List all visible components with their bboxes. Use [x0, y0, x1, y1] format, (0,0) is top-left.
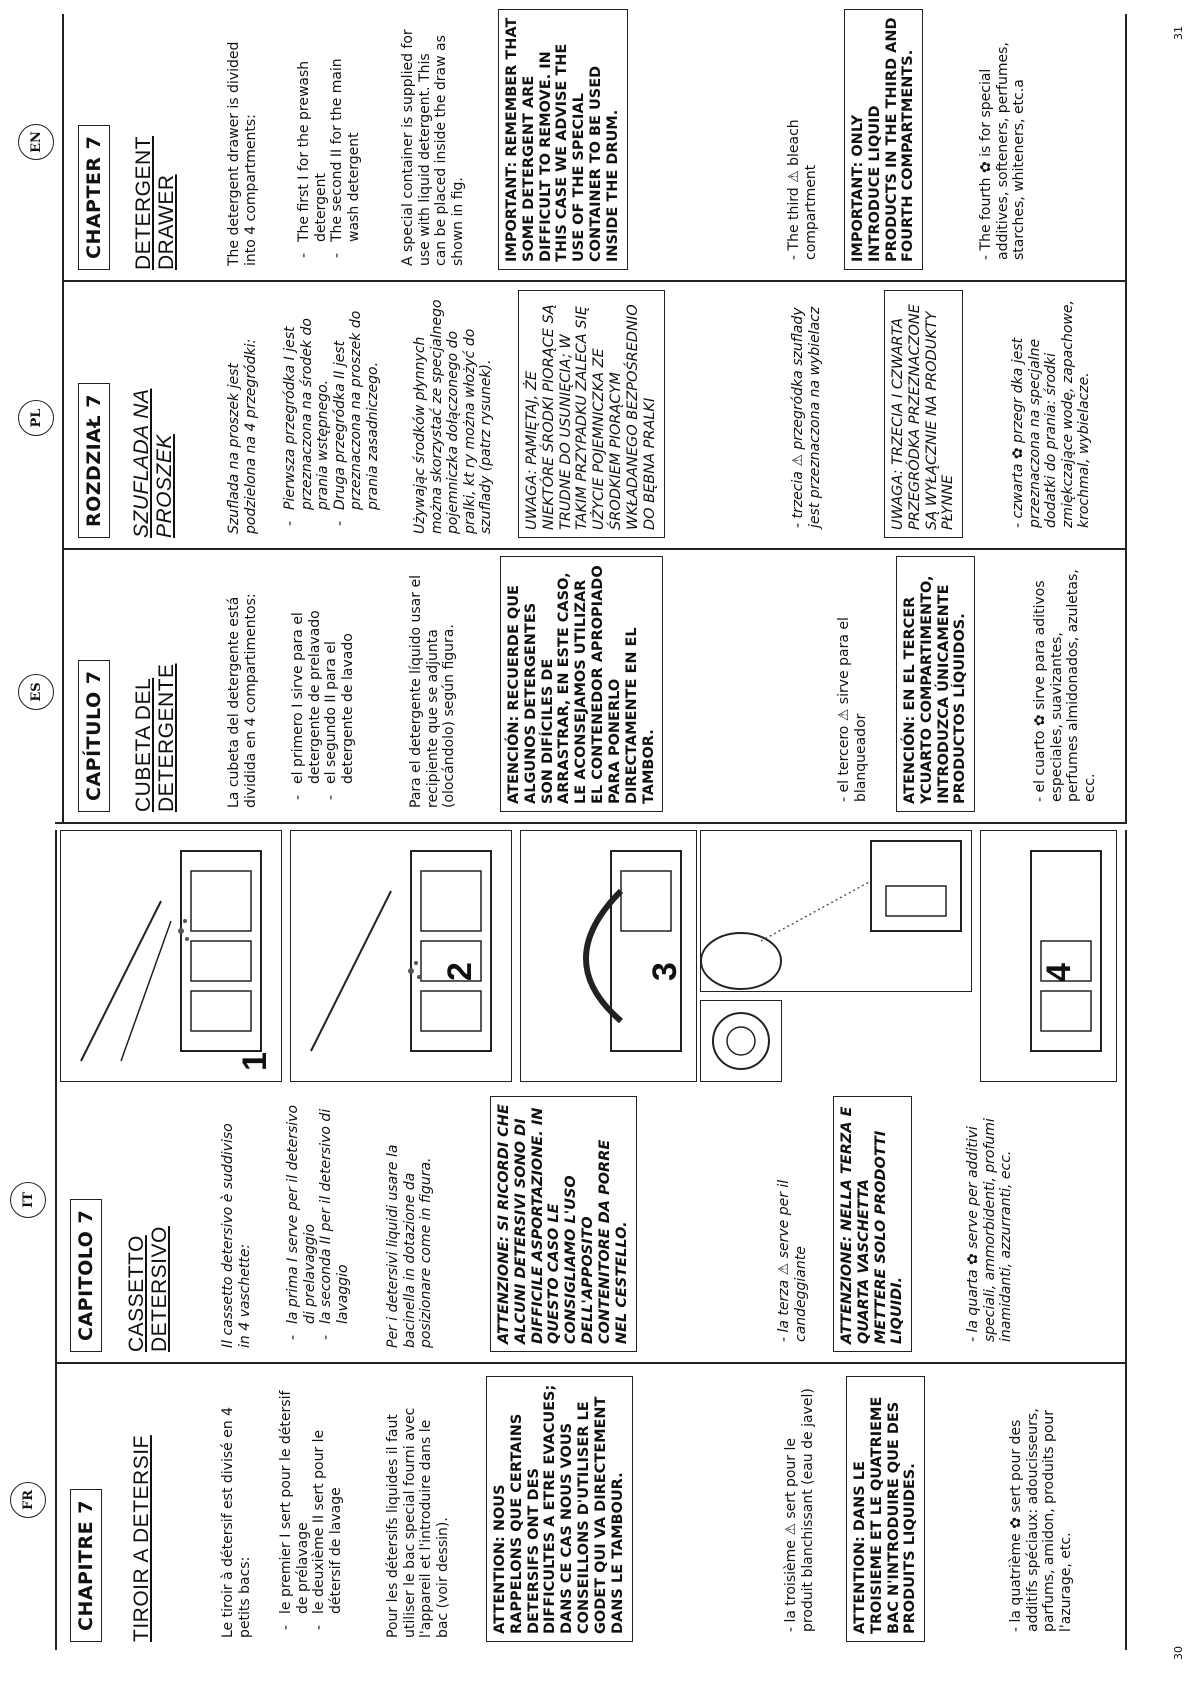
- compartment-list: [282, 296, 381, 528]
- title-line: SZUFLADA NA: [130, 388, 153, 538]
- chapter-label: CAPÍTULO 7: [78, 660, 110, 812]
- page-number-right: 31: [1172, 26, 1185, 40]
- chapter-label: CHAPTER 7: [78, 125, 110, 270]
- chapter-label: CHAPITRE 7: [70, 1489, 102, 1642]
- compartment-list: [290, 567, 356, 802]
- fourth-compartment-text: - czwarta ✿ przegr dka jest przeznaczona na specjalne dodatki do prania: środki zmiękczające wodę, zapachowe, krochmal, wybielacze.: [1010, 300, 1093, 528]
- fourth-desc: sirve para aditivos especiales, suavizantes, perfumes almidonados, azuletas, ecc.: [1032, 569, 1098, 802]
- figure-number: 2: [441, 962, 479, 981]
- figure-3-detail: [700, 1000, 782, 1082]
- warning-box: IMPORTANT: ONLY INTRODUCE LIQUID PRODUCTS IN THE THIRD AND FOURTH COMPARTMENTS.: [844, 9, 923, 270]
- rule-bottom-left: [1125, 830, 1127, 1650]
- third-label: The third: [786, 187, 802, 251]
- col-divider-1: [55, 1362, 1125, 1364]
- chapter-title: [125, 1102, 171, 1352]
- warning-box: UWAGA: PAMIĘTAJ, ŻE NIEKTÓRE ŚRODKI PIORĄCE SĄ TRUDNE DO USUNIĘCIA; W TAKIM PRZYPADKU ZALECA SIĘ UŻYCIE POJEMNICZKA ZE ŚRODKIEM PIORĄCYM WKŁADANEGO BEZPOŚREDNIO DO BĘBNA PRALKI: [518, 290, 665, 538]
- third-compartment-text: - la terza ⚠ serve per il candeggiante: [776, 1179, 809, 1342]
- liquid-text: Pour les détersifs liquides il faut utiliser le bac special fourni avec l'appareil et l'introduire dans le bac (voir dessin).: [385, 1407, 451, 1638]
- chapter-label: ROZDZIAŁ 7: [78, 383, 110, 538]
- spacer: [980, 821, 981, 822]
- list-item: - el segundo II para el detergente de lavado: [323, 567, 356, 802]
- lang-badge-en: EN: [18, 124, 54, 160]
- fourth-label: la quarta: [965, 1269, 981, 1333]
- warning-box: UWAGA: TRZECIA I CZWARTA PRZEGRÓDKA PRZEZNACZONE SĄ WYŁĄCZNIE NA PRODUKTY PŁYNNE: [884, 290, 963, 538]
- title-line: PROSZEK: [153, 434, 177, 538]
- fourth-compartment-text: - The fourth ✿ is for special additives, softeners, perfumes, starches, whiteners, etc.a: [978, 42, 1028, 260]
- intro-text: The detergent drawer is divided into 4 compartments:: [226, 41, 259, 266]
- third-label: la terza: [776, 1279, 792, 1333]
- lang-badge-fr: FR: [10, 1482, 46, 1518]
- drawer-illustration-1: [61, 831, 281, 1081]
- chapter-title: [130, 298, 176, 538]
- chapter-title: TIROIR A DETERSIF: [130, 1435, 153, 1642]
- figure-number: 3: [646, 962, 684, 981]
- drawer-illustration-3: [521, 831, 696, 1081]
- warning-box: ATTENTION: DANS LE TROISIEME ET LE QUATRIEME BAC N'INTRODUIRE QUE DES PRODUITS LIQUIDES.: [846, 1376, 925, 1642]
- flower-additive-icon: ✿: [965, 1253, 981, 1265]
- fourth-label: The fourth: [978, 177, 994, 251]
- intro-text: Szuflada na proszek jest podzielona na 4 przegródki:: [226, 338, 259, 534]
- third-label: el tercero: [836, 725, 852, 793]
- fourth-compartment-text: - la quatrième ✿ sert pour des additifs spéciaux: adoucisseurs, parfums, amidon, produits pour l'azurage, etc.: [1008, 1408, 1074, 1632]
- figure-4: [980, 832, 1115, 1082]
- chapter-title: [132, 25, 178, 270]
- compartment-list: [296, 20, 362, 260]
- figure-2: [290, 830, 512, 1082]
- rule-top-right: [62, 14, 64, 824]
- intro-text: Le tiroir à détersif est divisé en 4 petits bacs:: [220, 1406, 253, 1638]
- title-line: DETERSIVO: [148, 1226, 172, 1352]
- third-compartment-text: - la troisième ⚠ sert pour le produit blanchissant (eau de javel): [783, 1388, 816, 1632]
- fourth-label: la quatrième: [1008, 1533, 1024, 1623]
- bleach-triangle-icon: ⚠: [790, 454, 806, 467]
- liquid-text: A special container is supplied for use with liquid detergent. This can be placed inside the draw as shown in fig.: [400, 29, 466, 266]
- list-item: - The first I for the prewash detergent: [296, 20, 329, 260]
- page-number-left: 30: [1172, 1646, 1185, 1660]
- figure-number: 4: [1040, 963, 1078, 982]
- drawer-pour-illustration-3: [701, 831, 971, 991]
- chapter-label: CAPITOLO 7: [70, 1199, 102, 1352]
- list-item: - le premier I sert pour le détersif de prélavage: [278, 1387, 311, 1632]
- flower-additive-icon: ✿: [1008, 1517, 1024, 1529]
- fourth-compartment-text: - el cuarto ✿ sirve para aditivos especiales, suavizantes, perfumes almidonados, azuletas, ecc.: [1032, 569, 1098, 802]
- list-item: - la seconda II per il detersivo di lavaggio: [318, 1102, 351, 1342]
- list-item: - The second II for the main wash detergent: [329, 20, 362, 260]
- third-label: trzecia: [790, 471, 806, 519]
- third-desc: przegródka szuflady jest przeznaczona na wybielacz: [790, 306, 823, 528]
- lang-badge-it: IT: [10, 1182, 46, 1218]
- col-divider-4: [62, 280, 1125, 282]
- bleach-triangle-icon: ⚠: [786, 170, 802, 183]
- liquid-text: Para el detergente líquido usar el recipiente que se adjunta (olocándolo) según figura.: [408, 575, 458, 808]
- fourth-desc: serve per additivi speciali, ammorbidenti, profumi inamidanti, azzurranti, ecc.: [965, 1118, 1015, 1342]
- bleach-triangle-icon: ⚠: [776, 1262, 792, 1276]
- container-detail-illustration: [701, 1001, 781, 1081]
- fourth-label: el cuarto: [1032, 730, 1048, 793]
- bleach-triangle-icon: ⚠: [836, 708, 852, 722]
- third-desc: sert pour le produit blanchissant (eau de javel): [783, 1388, 816, 1632]
- col-divider-2: [55, 822, 1125, 824]
- fourth-desc: sert pour des additifs spéciaux: adoucisseurs, parfums, amidon, produits pour l'azurage, etc.: [1008, 1408, 1074, 1632]
- list-item: - le deuxième II sert pour le détersif de lavage: [311, 1387, 344, 1632]
- title-line: CASSETTO: [125, 1235, 148, 1352]
- figure-3b: [700, 830, 972, 992]
- intro-text: La cubeta del detergente está dividida en 4 compartimentos:: [226, 593, 259, 808]
- fourth-desc: is for special additives, softeners, perfumes, starches, whiteners, etc.a: [978, 42, 1028, 260]
- chapter-title: [132, 567, 178, 812]
- rule-bottom-right: [1125, 14, 1127, 824]
- third-compartment-text: - The third ⚠ bleach compartment: [786, 119, 819, 260]
- third-desc: serve per il candeggiante: [776, 1179, 809, 1342]
- title-line: DRAWER: [155, 174, 179, 270]
- list-item: - Druga przegródka II jest przeznaczona na proszek do prania zasadniczego.: [332, 296, 382, 528]
- list-item: - la prima I serve per il detersivo di prelavaggio: [285, 1102, 318, 1342]
- compartment-list: [278, 1387, 344, 1632]
- flower-additive-icon: ✿: [1010, 447, 1026, 460]
- warning-box: ATENCIÓN: EN EL TERCER YCUARTO COMPARTIMENTO, INTRODUZCA ÚNICAMENTE PRODUCTOS LÍQUIDOS.: [896, 556, 975, 812]
- figure-3: [520, 830, 697, 1082]
- bleach-triangle-icon: ⚠: [783, 1523, 799, 1536]
- flower-additive-icon: ✿: [1032, 714, 1048, 727]
- compartment-list: [285, 1102, 351, 1342]
- rule-top-left: [55, 830, 57, 1650]
- fourth-desc: przegr dka jest przeznaczona na specjalne dodatki do prania: środki zmiękczające wodę, zapachowe, krochmal, wybielacze.: [1010, 300, 1093, 528]
- title-line: DETERGENT: [132, 135, 155, 270]
- col-divider-3: [62, 548, 1125, 550]
- fourth-compartment-text: - la quarta ✿ serve per additivi speciali, ammorbidenti, profumi inamidanti, azzurranti, ecc.: [965, 1118, 1015, 1342]
- figure-1: [60, 830, 282, 1082]
- list-item: - Pierwsza przegródka I jest przeznaczona na środek do prania wstępnego.: [282, 296, 332, 528]
- warning-box: ATTENTION: NOUS RAPPELONS QUE CERTAINS DETERSIFS ONT DES DIFFICULTES A ETRE EVACUES; DANS CE CAS NOUS VOUS CONSEILLONS D'UTILISER LE GODET QUI VA DIRECTEMENT DANS LE TAMBOUR.: [486, 1376, 633, 1642]
- warning-box: ATTENZIONE: SI RICORDI CHE ALCUNI DETERSIVI SONO DI DIFFICILE ASPORTAZIONE. IN QUESTO CASO LE CONSIGLIAMO L'USO DELL'APPOSITO CONTENITORE DA PORRE NEL CESTELLO.: [490, 1096, 637, 1352]
- third-label: la troisième: [783, 1540, 799, 1623]
- lang-badge-es: ES: [18, 674, 54, 710]
- title-line: CUBETA DEL: [132, 677, 155, 812]
- third-compartment-text: - trzecia ⚠ przegródka szuflady jest przeznaczona na wybielacz: [790, 306, 823, 528]
- liquid-text: Per i detersivi liquidi usare la bacinella in dotazione da posizionare come in figura.: [385, 1144, 435, 1348]
- third-desc: sirve para el blanqueador: [836, 617, 869, 802]
- intro-text: Il cassetto detersivo è suddiviso in 4 vaschette:: [220, 1123, 253, 1348]
- third-desc: bleach compartment: [786, 119, 819, 260]
- figure-number: 1: [236, 1052, 274, 1071]
- flower-additive-icon: ✿: [978, 161, 994, 174]
- lang-badge-pl: PL: [18, 400, 54, 436]
- list-item: - el primero I sirve para el detergente de prelavado: [290, 567, 323, 802]
- warning-box: ATENCIÓN: RECUERDE QUE ALGUNOS DETERGENTES SON DIFÍCILES DE ARRASTRAR, EN ESTE CASO, LE ACONSEJAMOS UTILIZAR EL CONTENEDOR APROPIADO PARA PONERLO DIRECTAMENTE EN EL TAMBOR.: [500, 556, 663, 812]
- third-compartment-text: - el tercero ⚠ sirve para el blanqueador: [836, 617, 869, 802]
- warning-box: IMPORTANT: REMEMBER THAT SOME DETERGENT ARE DIFFICULT TO REMOVE. IN THIS CASE WE ADVISE THE USE OF THE SPECIAL CONTAINER TO BE USED INSIDE THE DRUM.: [498, 9, 628, 270]
- fourth-label: czwarta: [1010, 463, 1026, 519]
- warning-box: ATTENZIONE: NELLA TERZA E QUARTA VASCHETTA METTERE SOLO PRODOTTI LIQUIDI.: [833, 1096, 912, 1352]
- liquid-text: Używając środków płynnych można skorzystać ze specjalnego pojemniczka dołączonego do pralki, kt ry można włożyć do szuflady (patrz rysunek).: [412, 299, 495, 534]
- drawer-illustration-2: [291, 831, 511, 1081]
- title-line: DETERGENTE: [155, 663, 179, 812]
